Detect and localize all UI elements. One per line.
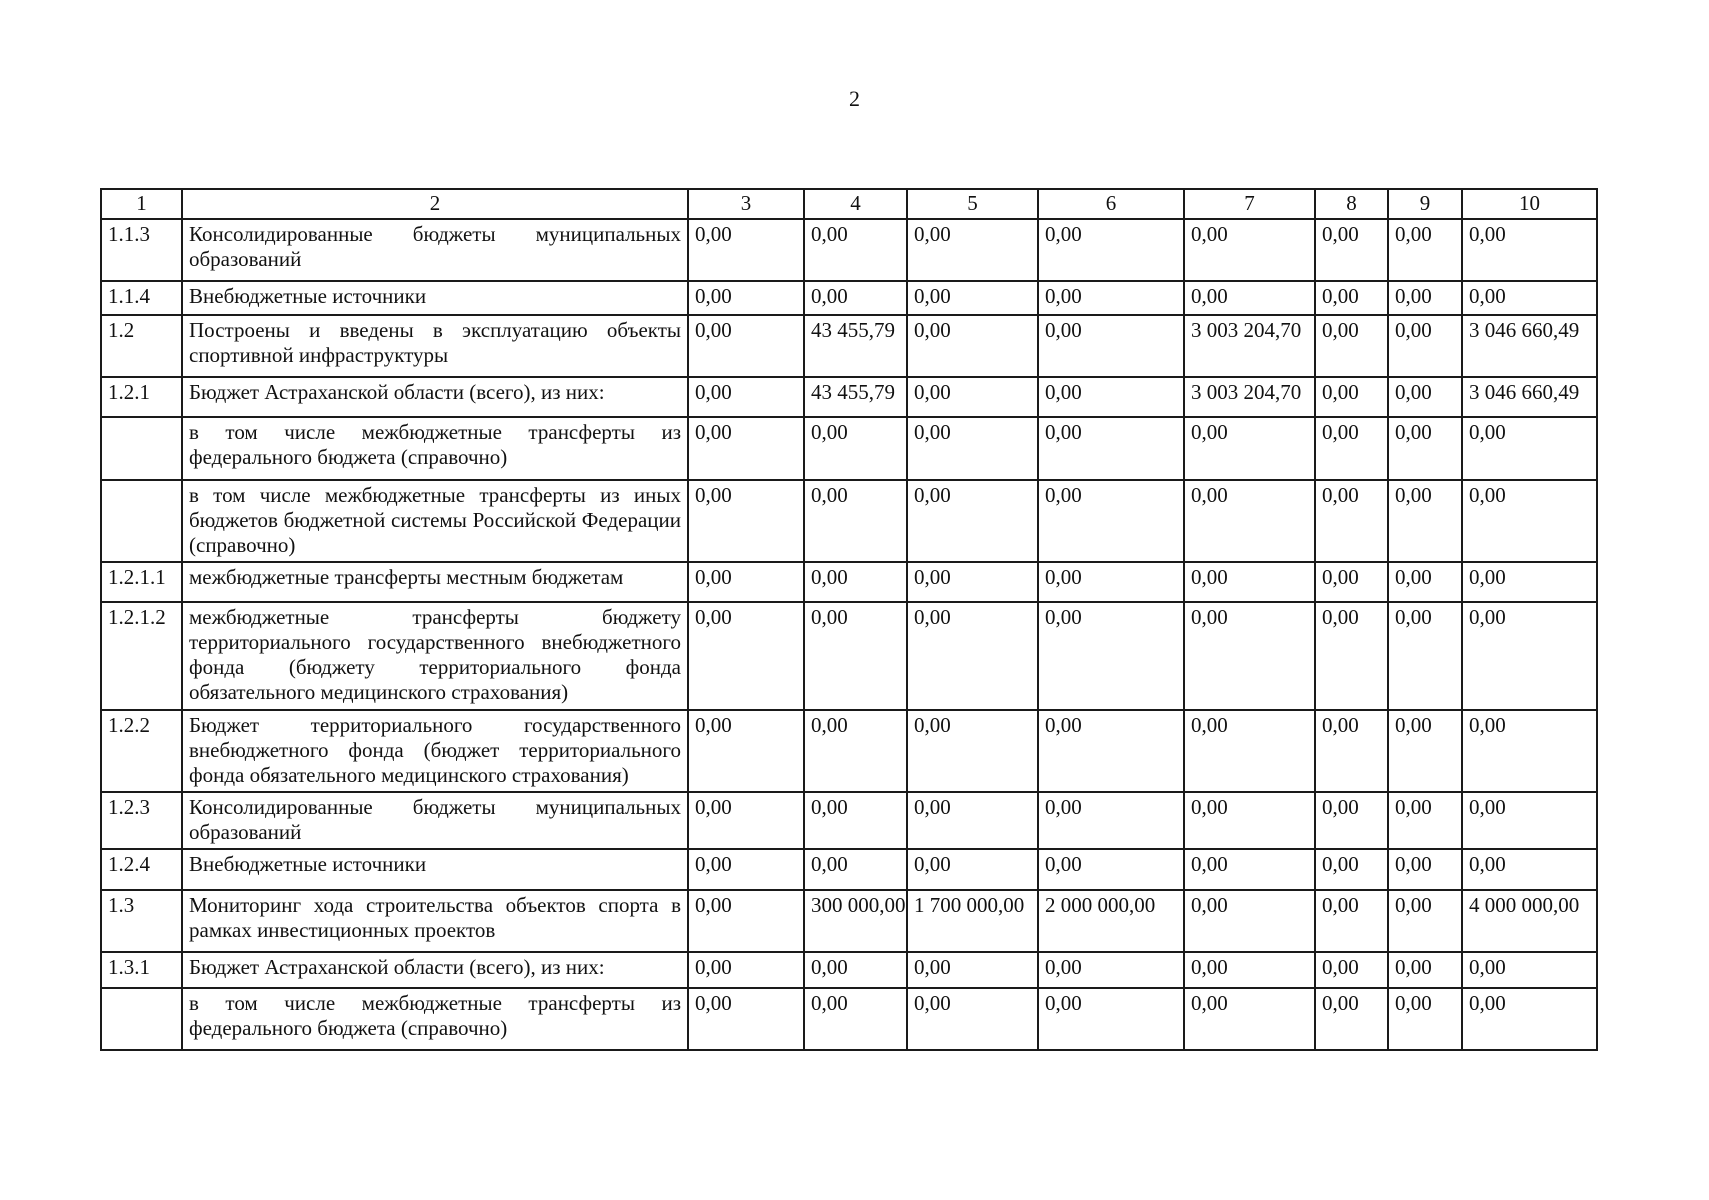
value-cell-col-7: 0,00 — [1184, 219, 1315, 281]
value-cell-col-7: 0,00 — [1184, 281, 1315, 315]
value-cell-col-9: 0,00 — [1388, 849, 1462, 890]
value-cell-col-9: 0,00 — [1388, 480, 1462, 562]
row-code — [101, 417, 182, 480]
value-cell-col-9: 0,00 — [1388, 377, 1462, 417]
value-cell-col-7: 3 003 204,70 — [1184, 315, 1315, 377]
value-cell-col-9: 0,00 — [1388, 417, 1462, 480]
value-cell-col-3: 0,00 — [688, 315, 804, 377]
value-cell-col-8: 0,00 — [1315, 849, 1388, 890]
value-cell-col-5: 0,00 — [907, 219, 1038, 281]
row-description: Построены и введены в эксплуатацию объекты спортивной инфраструктуры — [182, 315, 688, 377]
column-header: 10 — [1462, 189, 1597, 219]
value-cell-col-4: 0,00 — [804, 952, 907, 988]
value-cell-col-10: 0,00 — [1462, 952, 1597, 988]
value-cell-col-10: 0,00 — [1462, 219, 1597, 281]
page-number: 2 — [849, 86, 860, 111]
value-cell-col-7: 0,00 — [1184, 952, 1315, 988]
row-description: межбюджетные трансферты бюджету территориального государственного внебюджетного фонда (бюджету территориального фонда обязательного медицинского страхования) — [182, 602, 688, 710]
value-cell-col-8: 0,00 — [1315, 281, 1388, 315]
row-code: 1.2.1.2 — [101, 602, 182, 710]
value-cell-col-8: 0,00 — [1315, 602, 1388, 710]
value-cell-col-3: 0,00 — [688, 480, 804, 562]
value-cell-col-5: 0,00 — [907, 480, 1038, 562]
value-cell-col-3: 0,00 — [688, 562, 804, 602]
value-cell-col-7: 0,00 — [1184, 890, 1315, 952]
row-description: Консолидированные бюджеты муниципальных образований — [182, 219, 688, 281]
value-cell-col-5: 0,00 — [907, 602, 1038, 710]
value-cell-col-6: 2 000 000,00 — [1038, 890, 1184, 952]
value-cell-col-4: 0,00 — [804, 417, 907, 480]
value-cell-col-3: 0,00 — [688, 849, 804, 890]
row-description: Внебюджетные источники — [182, 849, 688, 890]
value-cell-col-3: 0,00 — [688, 952, 804, 988]
row-description: в том числе межбюджетные трансферты из федерального бюджета (справочно) — [182, 417, 688, 480]
value-cell-col-6: 0,00 — [1038, 792, 1184, 849]
value-cell-col-6: 0,00 — [1038, 480, 1184, 562]
table-row — [101, 377, 1597, 417]
value-cell-col-3: 0,00 — [688, 219, 804, 281]
value-cell-col-9: 0,00 — [1388, 890, 1462, 952]
value-cell-col-10: 0,00 — [1462, 710, 1597, 792]
value-cell-col-6: 0,00 — [1038, 849, 1184, 890]
value-cell-col-9: 0,00 — [1388, 602, 1462, 710]
value-cell-col-4: 0,00 — [804, 562, 907, 602]
table-row — [101, 219, 1597, 281]
value-cell-col-8: 0,00 — [1315, 988, 1388, 1050]
column-header: 9 — [1388, 189, 1462, 219]
value-cell-col-9: 0,00 — [1388, 988, 1462, 1050]
row-code: 1.1.4 — [101, 281, 182, 315]
row-code: 1.3 — [101, 890, 182, 952]
table-row — [101, 849, 1597, 890]
value-cell-col-4: 0,00 — [804, 281, 907, 315]
value-cell-col-6: 0,00 — [1038, 315, 1184, 377]
row-code: 1.3.1 — [101, 952, 182, 988]
value-cell-col-8: 0,00 — [1315, 792, 1388, 849]
value-cell-col-5: 0,00 — [907, 792, 1038, 849]
value-cell-col-5: 0,00 — [907, 417, 1038, 480]
value-cell-col-6: 0,00 — [1038, 952, 1184, 988]
row-description: Бюджет Астраханской области (всего), из них: — [182, 952, 688, 988]
value-cell-col-3: 0,00 — [688, 377, 804, 417]
value-cell-col-8: 0,00 — [1315, 417, 1388, 480]
value-cell-col-10: 0,00 — [1462, 602, 1597, 710]
value-cell-col-7: 0,00 — [1184, 792, 1315, 849]
value-cell-col-6: 0,00 — [1038, 281, 1184, 315]
row-code: 1.2.1 — [101, 377, 182, 417]
value-cell-col-4: 300 000,00 — [804, 890, 907, 952]
value-cell-col-8: 0,00 — [1315, 710, 1388, 792]
row-code: 1.2.2 — [101, 710, 182, 792]
value-cell-col-5: 0,00 — [907, 988, 1038, 1050]
table-row — [101, 710, 1597, 792]
value-cell-col-8: 0,00 — [1315, 562, 1388, 602]
row-code — [101, 988, 182, 1050]
value-cell-col-5: 1 700 000,00 — [907, 890, 1038, 952]
value-cell-col-10: 0,00 — [1462, 480, 1597, 562]
value-cell-col-6: 0,00 — [1038, 710, 1184, 792]
value-cell-col-10: 0,00 — [1462, 849, 1597, 890]
value-cell-col-8: 0,00 — [1315, 952, 1388, 988]
value-cell-col-8: 0,00 — [1315, 480, 1388, 562]
value-cell-col-3: 0,00 — [688, 602, 804, 710]
value-cell-col-10: 0,00 — [1462, 988, 1597, 1050]
column-header: 4 — [804, 189, 907, 219]
value-cell-col-6: 0,00 — [1038, 562, 1184, 602]
row-description: межбюджетные трансферты местным бюджетам — [182, 562, 688, 602]
row-description: Консолидированные бюджеты муниципальных образований — [182, 792, 688, 849]
value-cell-col-3: 0,00 — [688, 417, 804, 480]
value-cell-col-6: 0,00 — [1038, 988, 1184, 1050]
row-code — [101, 480, 182, 562]
value-cell-col-3: 0,00 — [688, 710, 804, 792]
value-cell-col-5: 0,00 — [907, 315, 1038, 377]
column-header: 6 — [1038, 189, 1184, 219]
value-cell-col-5: 0,00 — [907, 281, 1038, 315]
value-cell-col-5: 0,00 — [907, 710, 1038, 792]
value-cell-col-6: 0,00 — [1038, 219, 1184, 281]
value-cell-col-4: 0,00 — [804, 480, 907, 562]
value-cell-col-3: 0,00 — [688, 281, 804, 315]
value-cell-col-4: 0,00 — [804, 792, 907, 849]
column-header: 2 — [182, 189, 688, 219]
value-cell-col-9: 0,00 — [1388, 219, 1462, 281]
value-cell-col-7: 3 003 204,70 — [1184, 377, 1315, 417]
row-code: 1.1.3 — [101, 219, 182, 281]
value-cell-col-9: 0,00 — [1388, 792, 1462, 849]
row-description: в том числе межбюджетные трансферты из федерального бюджета (справочно) — [182, 988, 688, 1050]
value-cell-col-10: 0,00 — [1462, 792, 1597, 849]
value-cell-col-4: 0,00 — [804, 602, 907, 710]
value-cell-col-10: 3 046 660,49 — [1462, 315, 1597, 377]
value-cell-col-6: 0,00 — [1038, 602, 1184, 710]
value-cell-col-8: 0,00 — [1315, 219, 1388, 281]
table-row — [101, 952, 1597, 988]
row-code: 1.2.1.1 — [101, 562, 182, 602]
table-row — [101, 315, 1597, 377]
column-number-row — [101, 189, 1597, 219]
value-cell-col-7: 0,00 — [1184, 602, 1315, 710]
value-cell-col-7: 0,00 — [1184, 710, 1315, 792]
row-description: Мониторинг хода строительства объектов спорта в рамках инвестиционных проектов — [182, 890, 688, 952]
row-description: Внебюджетные источники — [182, 281, 688, 315]
value-cell-col-8: 0,00 — [1315, 315, 1388, 377]
value-cell-col-5: 0,00 — [907, 377, 1038, 417]
row-code: 1.2.4 — [101, 849, 182, 890]
table-row — [101, 890, 1597, 952]
value-cell-col-7: 0,00 — [1184, 562, 1315, 602]
table-row — [101, 792, 1597, 849]
row-description: Бюджет Астраханской области (всего), из них: — [182, 377, 688, 417]
value-cell-col-5: 0,00 — [907, 952, 1038, 988]
value-cell-col-4: 0,00 — [804, 710, 907, 792]
value-cell-col-6: 0,00 — [1038, 417, 1184, 480]
row-code: 1.2 — [101, 315, 182, 377]
value-cell-col-9: 0,00 — [1388, 281, 1462, 315]
value-cell-col-4: 0,00 — [804, 219, 907, 281]
value-cell-col-7: 0,00 — [1184, 988, 1315, 1050]
value-cell-col-10: 4 000 000,00 — [1462, 890, 1597, 952]
value-cell-col-9: 0,00 — [1388, 952, 1462, 988]
table-row — [101, 602, 1597, 710]
value-cell-col-8: 0,00 — [1315, 377, 1388, 417]
value-cell-col-10: 0,00 — [1462, 417, 1597, 480]
table-row — [101, 417, 1597, 480]
value-cell-col-4: 43 455,79 — [804, 377, 907, 417]
value-cell-col-4: 0,00 — [804, 988, 907, 1050]
budget-table — [100, 188, 1598, 1051]
value-cell-col-5: 0,00 — [907, 562, 1038, 602]
value-cell-col-4: 43 455,79 — [804, 315, 907, 377]
row-description: в том числе межбюджетные трансферты из иных бюджетов бюджетной системы Российской Федерации (справочно) — [182, 480, 688, 562]
column-header: 1 — [101, 189, 182, 219]
value-cell-col-10: 3 046 660,49 — [1462, 377, 1597, 417]
value-cell-col-10: 0,00 — [1462, 562, 1597, 602]
value-cell-col-9: 0,00 — [1388, 562, 1462, 602]
value-cell-col-6: 0,00 — [1038, 377, 1184, 417]
value-cell-col-3: 0,00 — [688, 890, 804, 952]
value-cell-col-7: 0,00 — [1184, 849, 1315, 890]
table-row — [101, 480, 1597, 562]
table-row — [101, 281, 1597, 315]
value-cell-col-7: 0,00 — [1184, 480, 1315, 562]
value-cell-col-10: 0,00 — [1462, 281, 1597, 315]
value-cell-col-5: 0,00 — [907, 849, 1038, 890]
column-header: 8 — [1315, 189, 1388, 219]
column-header: 7 — [1184, 189, 1315, 219]
value-cell-col-9: 0,00 — [1388, 315, 1462, 377]
column-header: 5 — [907, 189, 1038, 219]
table-row — [101, 988, 1597, 1050]
table-row — [101, 562, 1597, 602]
value-cell-col-9: 0,00 — [1388, 710, 1462, 792]
row-code: 1.2.3 — [101, 792, 182, 849]
value-cell-col-3: 0,00 — [688, 792, 804, 849]
value-cell-col-7: 0,00 — [1184, 417, 1315, 480]
value-cell-col-3: 0,00 — [688, 988, 804, 1050]
row-description: Бюджет территориального государственного внебюджетного фонда (бюджет территориального фонда обязательного медицинского страхования) — [182, 710, 688, 792]
value-cell-col-4: 0,00 — [804, 849, 907, 890]
column-header: 3 — [688, 189, 804, 219]
value-cell-col-8: 0,00 — [1315, 890, 1388, 952]
